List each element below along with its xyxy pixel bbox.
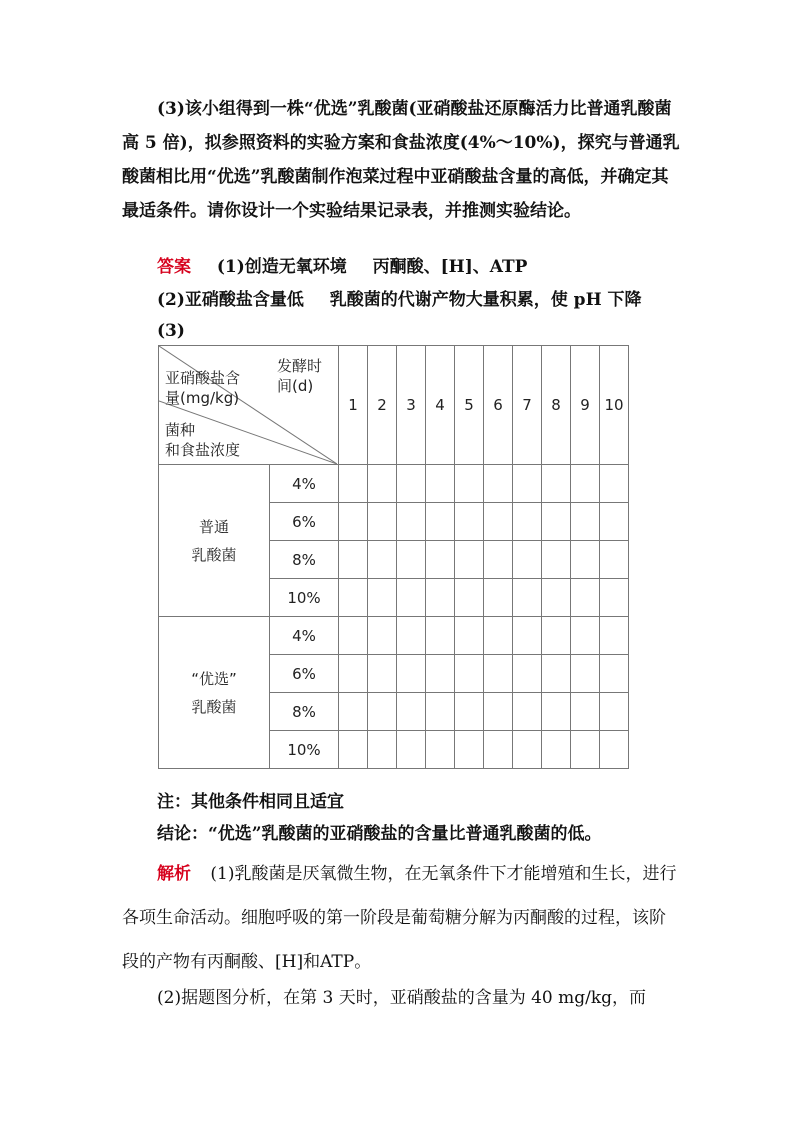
empty-data-cell	[513, 579, 542, 617]
empty-data-cell	[426, 617, 455, 655]
day-header-cell: 9	[571, 346, 600, 465]
empty-data-cell	[600, 503, 629, 541]
day-header-cell: 3	[397, 346, 426, 465]
empty-data-cell	[571, 655, 600, 693]
empty-data-cell	[339, 655, 368, 693]
empty-data-cell	[339, 731, 368, 769]
empty-data-cell	[513, 655, 542, 693]
empty-data-cell	[426, 731, 455, 769]
corner-strain-label-line: 和食盐浓度	[165, 441, 241, 459]
empty-data-cell	[600, 617, 629, 655]
empty-data-cell	[339, 465, 368, 503]
salt-concentration-cell: 10%	[270, 579, 339, 617]
empty-data-cell	[600, 465, 629, 503]
empty-data-cell	[368, 693, 397, 731]
empty-data-cell	[600, 693, 629, 731]
empty-data-cell	[600, 731, 629, 769]
empty-data-cell	[455, 503, 484, 541]
empty-data-cell	[397, 617, 426, 655]
salt-concentration-cell: 8%	[270, 693, 339, 731]
empty-data-cell	[339, 617, 368, 655]
empty-data-cell	[484, 541, 513, 579]
empty-data-cell	[339, 579, 368, 617]
empty-data-cell	[542, 617, 571, 655]
day-header-cell: 1	[339, 346, 368, 465]
empty-data-cell	[426, 503, 455, 541]
empty-data-cell	[513, 731, 542, 769]
empty-data-cell	[368, 541, 397, 579]
day-header-cell: 8	[542, 346, 571, 465]
empty-data-cell	[513, 503, 542, 541]
empty-data-cell	[368, 465, 397, 503]
empty-data-cell	[571, 579, 600, 617]
empty-data-cell	[600, 541, 629, 579]
empty-data-cell	[397, 503, 426, 541]
day-header-cell: 10	[600, 346, 629, 465]
answer-line-1	[157, 255, 527, 279]
empty-data-cell	[426, 465, 455, 503]
empty-data-cell	[542, 579, 571, 617]
corner-time-label-line: 发酵时	[277, 357, 323, 375]
group-name-cell	[159, 617, 270, 769]
empty-data-cell	[571, 465, 600, 503]
empty-data-cell	[484, 655, 513, 693]
day-header-cell: 7	[513, 346, 542, 465]
empty-data-cell	[484, 731, 513, 769]
empty-data-cell	[542, 503, 571, 541]
empty-data-cell	[600, 655, 629, 693]
empty-data-cell	[484, 579, 513, 617]
table-corner-cell	[159, 346, 339, 465]
corner-content-label-line: 亚硝酸盐含	[165, 369, 241, 387]
empty-data-cell	[542, 731, 571, 769]
salt-concentration-cell: 4%	[270, 617, 339, 655]
empty-data-cell	[339, 503, 368, 541]
table-header-row	[159, 346, 629, 465]
empty-data-cell	[426, 579, 455, 617]
corner-content-label-line: 量(mg/kg)	[165, 389, 240, 407]
salt-concentration-cell: 10%	[270, 731, 339, 769]
day-header-cell: 5	[455, 346, 484, 465]
answer-line-2	[157, 288, 642, 312]
answer-part2b: 乳酸菌的代谢产物大量积累，使 pH 下降	[329, 290, 642, 310]
empty-data-cell	[484, 465, 513, 503]
day-header-cell: 6	[484, 346, 513, 465]
empty-data-cell	[397, 731, 426, 769]
empty-data-cell	[513, 693, 542, 731]
question-paragraph: (3)该小组得到一株“优选”乳酸菌(亚硝酸盐还原酶活力比普通乳酸菌高 5 倍)，拟参照资料的实验方案和食盐浓度(4%～10%)，探究与普通乳酸菌相比用“优选”乳酸菌制作泡菜过程中亚硝酸盐含量的高低，并确定其最适条件。请你设计一个实验结果记录表，并推测实验结论。	[122, 99, 680, 221]
corner-strain-label	[165, 420, 240, 460]
answer-part2: (2)亚硝酸盐含量低	[157, 290, 304, 310]
corner-time-label	[277, 356, 322, 396]
day-header-cell: 2	[368, 346, 397, 465]
empty-data-cell	[368, 731, 397, 769]
group-name-cell	[159, 465, 270, 617]
empty-data-cell	[339, 693, 368, 731]
group-name-line: 普通	[198, 517, 229, 536]
empty-data-cell	[513, 465, 542, 503]
corner-time-label-line: 间(d)	[277, 377, 314, 395]
empty-data-cell	[484, 693, 513, 731]
empty-data-cell	[484, 503, 513, 541]
empty-data-cell	[571, 541, 600, 579]
table-note: 注：其他条件相同且适宜	[157, 792, 344, 812]
answer-part3: (3)	[157, 321, 185, 341]
results-record-table	[158, 345, 629, 769]
empty-data-cell	[571, 731, 600, 769]
empty-data-cell	[513, 541, 542, 579]
group-name-line: 乳酸菌	[191, 545, 237, 564]
empty-data-cell	[455, 465, 484, 503]
empty-data-cell	[397, 655, 426, 693]
analysis-paragraph-2: (2)据题图分析，在第 3 天时，亚硝酸盐的含量为 40 mg/kg，而	[157, 988, 647, 1008]
empty-data-cell	[397, 541, 426, 579]
empty-data-cell	[571, 617, 600, 655]
salt-concentration-cell: 4%	[270, 465, 339, 503]
empty-data-cell	[542, 655, 571, 693]
empty-data-cell	[571, 503, 600, 541]
salt-concentration-cell: 6%	[270, 655, 339, 693]
empty-data-cell	[513, 617, 542, 655]
salt-concentration-cell: 6%	[270, 503, 339, 541]
empty-data-cell	[571, 693, 600, 731]
empty-data-cell	[600, 579, 629, 617]
analysis-paragraph-1	[122, 852, 682, 984]
group-name-line: “优选”	[191, 669, 237, 688]
empty-data-cell	[455, 655, 484, 693]
empty-data-cell	[397, 579, 426, 617]
group-name-line: 乳酸菌	[191, 697, 237, 716]
empty-data-cell	[455, 541, 484, 579]
corner-strain-label-line: 菌种	[165, 421, 196, 439]
empty-data-cell	[368, 617, 397, 655]
corner-content-label	[165, 368, 240, 408]
empty-data-cell	[542, 693, 571, 731]
empty-data-cell	[455, 731, 484, 769]
empty-data-cell	[368, 503, 397, 541]
empty-data-cell	[339, 541, 368, 579]
empty-data-cell	[368, 579, 397, 617]
day-header-cell: 4	[426, 346, 455, 465]
answer-part1: (1)创造无氧环境	[216, 257, 347, 277]
empty-data-cell	[426, 655, 455, 693]
answer-part1b: 丙酮酸、[H]、ATP	[372, 257, 528, 277]
analysis-label: 解析	[157, 864, 191, 884]
empty-data-cell	[426, 541, 455, 579]
empty-data-cell	[397, 465, 426, 503]
empty-data-cell	[397, 693, 426, 731]
table-row	[159, 465, 629, 503]
analysis-p1: (1)乳酸菌是厌氧微生物，在无氧条件下才能增殖和生长，进行各项生命活动。细胞呼吸的第一阶段是葡萄糖分解为丙酮酸的过程，该阶段的产物有丙酮酸、[H]和ATP。	[122, 864, 677, 972]
salt-concentration-cell: 8%	[270, 541, 339, 579]
empty-data-cell	[542, 465, 571, 503]
answer-label: 答案	[157, 257, 191, 277]
empty-data-cell	[455, 579, 484, 617]
empty-data-cell	[455, 617, 484, 655]
empty-data-cell	[542, 541, 571, 579]
empty-data-cell	[455, 693, 484, 731]
empty-data-cell	[426, 693, 455, 731]
empty-data-cell	[484, 617, 513, 655]
table-row	[159, 617, 629, 655]
empty-data-cell	[368, 655, 397, 693]
conclusion: 结论：“优选”乳酸菌的亚硝酸盐的含量比普通乳酸菌的低。	[157, 824, 602, 844]
